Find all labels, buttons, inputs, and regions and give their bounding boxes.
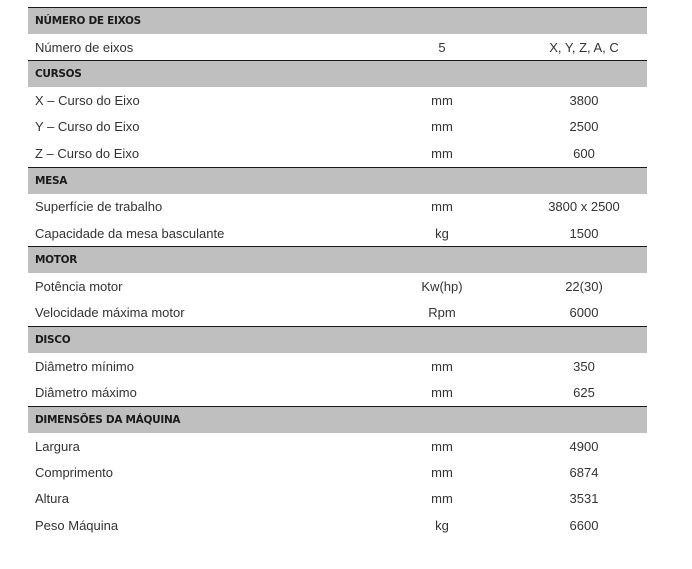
- row-unit: Kw(hp): [421, 279, 463, 295]
- section-header: DISCO: [28, 326, 647, 353]
- machine-spec-table: [28, 7, 647, 538]
- row-unit: mm: [431, 358, 453, 374]
- row-unit: mm: [431, 438, 453, 454]
- table-row: [28, 194, 647, 220]
- row-label: Número de eixos: [35, 39, 134, 55]
- row-value: 600: [573, 145, 595, 161]
- row-unit: mm: [431, 145, 453, 161]
- table-row: [28, 459, 647, 485]
- table-row: [28, 512, 647, 538]
- section-header: DIMENSÕES DA MÁQUINA: [28, 406, 647, 433]
- row-value: 350: [573, 358, 595, 374]
- row-value: 6600: [569, 517, 599, 533]
- table-row: [28, 353, 647, 379]
- row-unit: mm: [431, 491, 453, 507]
- section-dimensoes-da-maquina: [28, 406, 647, 539]
- row-label: Velocidade máxima motor: [35, 305, 185, 321]
- row-label: Diâmetro máximo: [35, 385, 137, 401]
- row-unit: kg: [435, 225, 449, 241]
- row-unit: mm: [431, 93, 453, 109]
- table-row: [28, 114, 647, 140]
- section-header: MOTOR: [28, 246, 647, 273]
- table-row: [28, 140, 647, 166]
- row-label: Capacidade da mesa basculante: [35, 225, 225, 241]
- row-value: 22(30): [565, 279, 603, 295]
- section-header: CURSOS: [28, 60, 647, 87]
- section-numero-de-eixos: [28, 8, 647, 60]
- row-label: Largura: [35, 438, 80, 454]
- row-label: Superfície de trabalho: [35, 199, 163, 215]
- row-value: 3800 x 2500: [548, 199, 620, 215]
- row-unit: Rpm: [428, 305, 456, 321]
- table-row: [28, 273, 647, 299]
- table-row: [28, 87, 647, 113]
- row-unit: 5: [438, 39, 446, 55]
- row-label: Altura: [35, 491, 69, 507]
- section-header: NÚMERO DE EIXOS: [28, 8, 647, 34]
- row-value: 1500: [569, 225, 599, 241]
- row-label: Peso Máquina: [35, 517, 119, 533]
- section-disco: [28, 326, 647, 406]
- section-mesa: [28, 167, 647, 247]
- row-label: Diâmetro mínimo: [35, 358, 134, 374]
- table-row: [28, 380, 647, 406]
- row-value: 3800: [569, 93, 599, 109]
- row-value: 6000: [569, 305, 599, 321]
- row-value: 4900: [569, 438, 599, 454]
- row-label: Comprimento: [35, 464, 114, 480]
- row-unit: kg: [435, 517, 449, 533]
- row-label: Potência motor: [35, 279, 123, 295]
- table-row: [28, 486, 647, 512]
- row-unit: mm: [431, 464, 453, 480]
- row-unit: mm: [431, 119, 453, 135]
- row-value: 6874: [569, 464, 599, 480]
- row-unit: mm: [431, 385, 453, 401]
- table-row: [28, 433, 647, 459]
- section-header: MESA: [28, 167, 647, 194]
- row-value: X, Y, Z, A, C: [549, 39, 619, 55]
- row-unit: mm: [431, 199, 453, 215]
- row-label: Z – Curso do Eixo: [35, 145, 140, 161]
- row-value: 3531: [569, 491, 599, 507]
- section-cursos: [28, 60, 647, 166]
- section-motor: [28, 246, 647, 326]
- row-value: 625: [573, 385, 595, 401]
- row-label: X – Curso do Eixo: [35, 93, 140, 109]
- table-row: [28, 220, 647, 246]
- table-row: [28, 300, 647, 326]
- row-value: 2500: [569, 119, 599, 135]
- table-row: [28, 34, 647, 60]
- row-label: Y – Curso do Eixo: [35, 119, 140, 135]
